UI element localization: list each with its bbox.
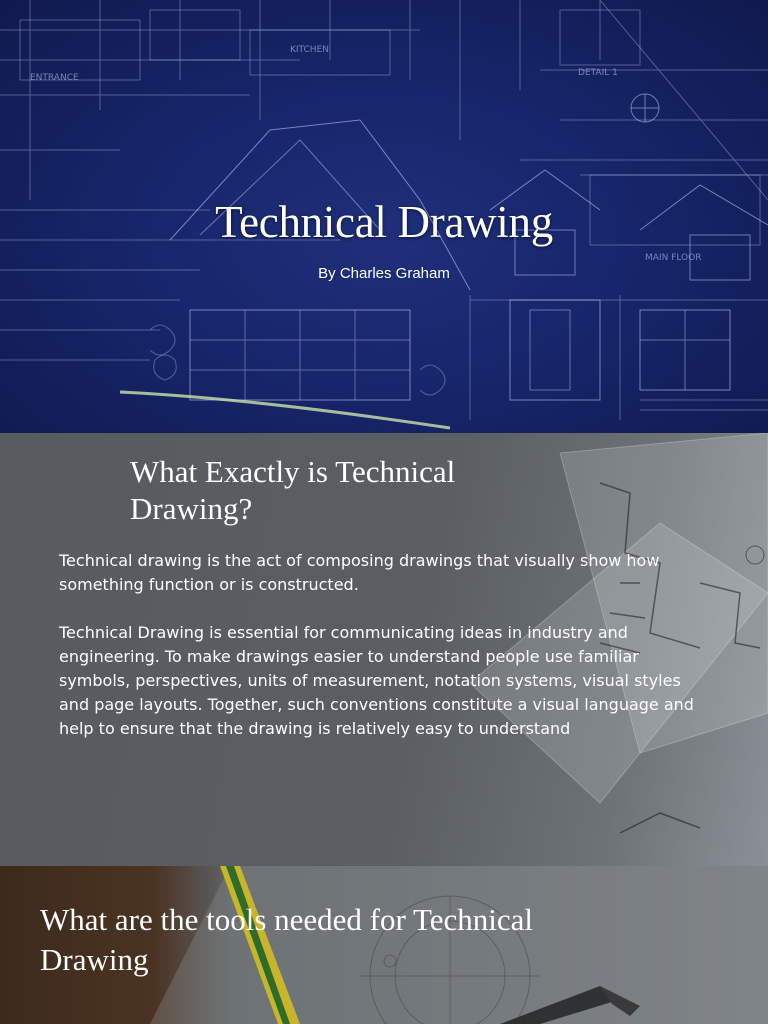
tools-slide: [0, 866, 768, 1024]
slide-title: What are the tools needed for Technical Drawing: [40, 902, 534, 977]
title-slide: [0, 0, 768, 433]
slide-title: What Exactly is Technical Drawing?: [130, 454, 456, 526]
paragraph: Technical Drawing is essential for communicating ideas in industry and engineering. To make drawings easier to understand people use familiar symbols, perspectives, units of measurement, notation systems, visual styles and page layouts. Together, such conventions constitute a visual language and help to ensure that the drawing is relatively easy to understand: [59, 623, 694, 738]
slide-body: [59, 549, 709, 765]
blueprint-label-entrance: ENTRANCE: [30, 73, 79, 83]
blueprint-label-detail: DETAIL 1: [578, 68, 618, 78]
slide-subtitle: By Charles Graham: [318, 265, 450, 282]
paragraph: Technical drawing is the act of composing drawings that visually show how something function or is constructed.: [59, 551, 660, 594]
slide-title: Technical Drawing: [215, 197, 553, 247]
blueprint-label-main-floor: MAIN FLOOR: [645, 253, 702, 263]
blueprint-label-kitchen: KITCHEN: [290, 45, 329, 55]
definition-slide: [0, 433, 768, 866]
